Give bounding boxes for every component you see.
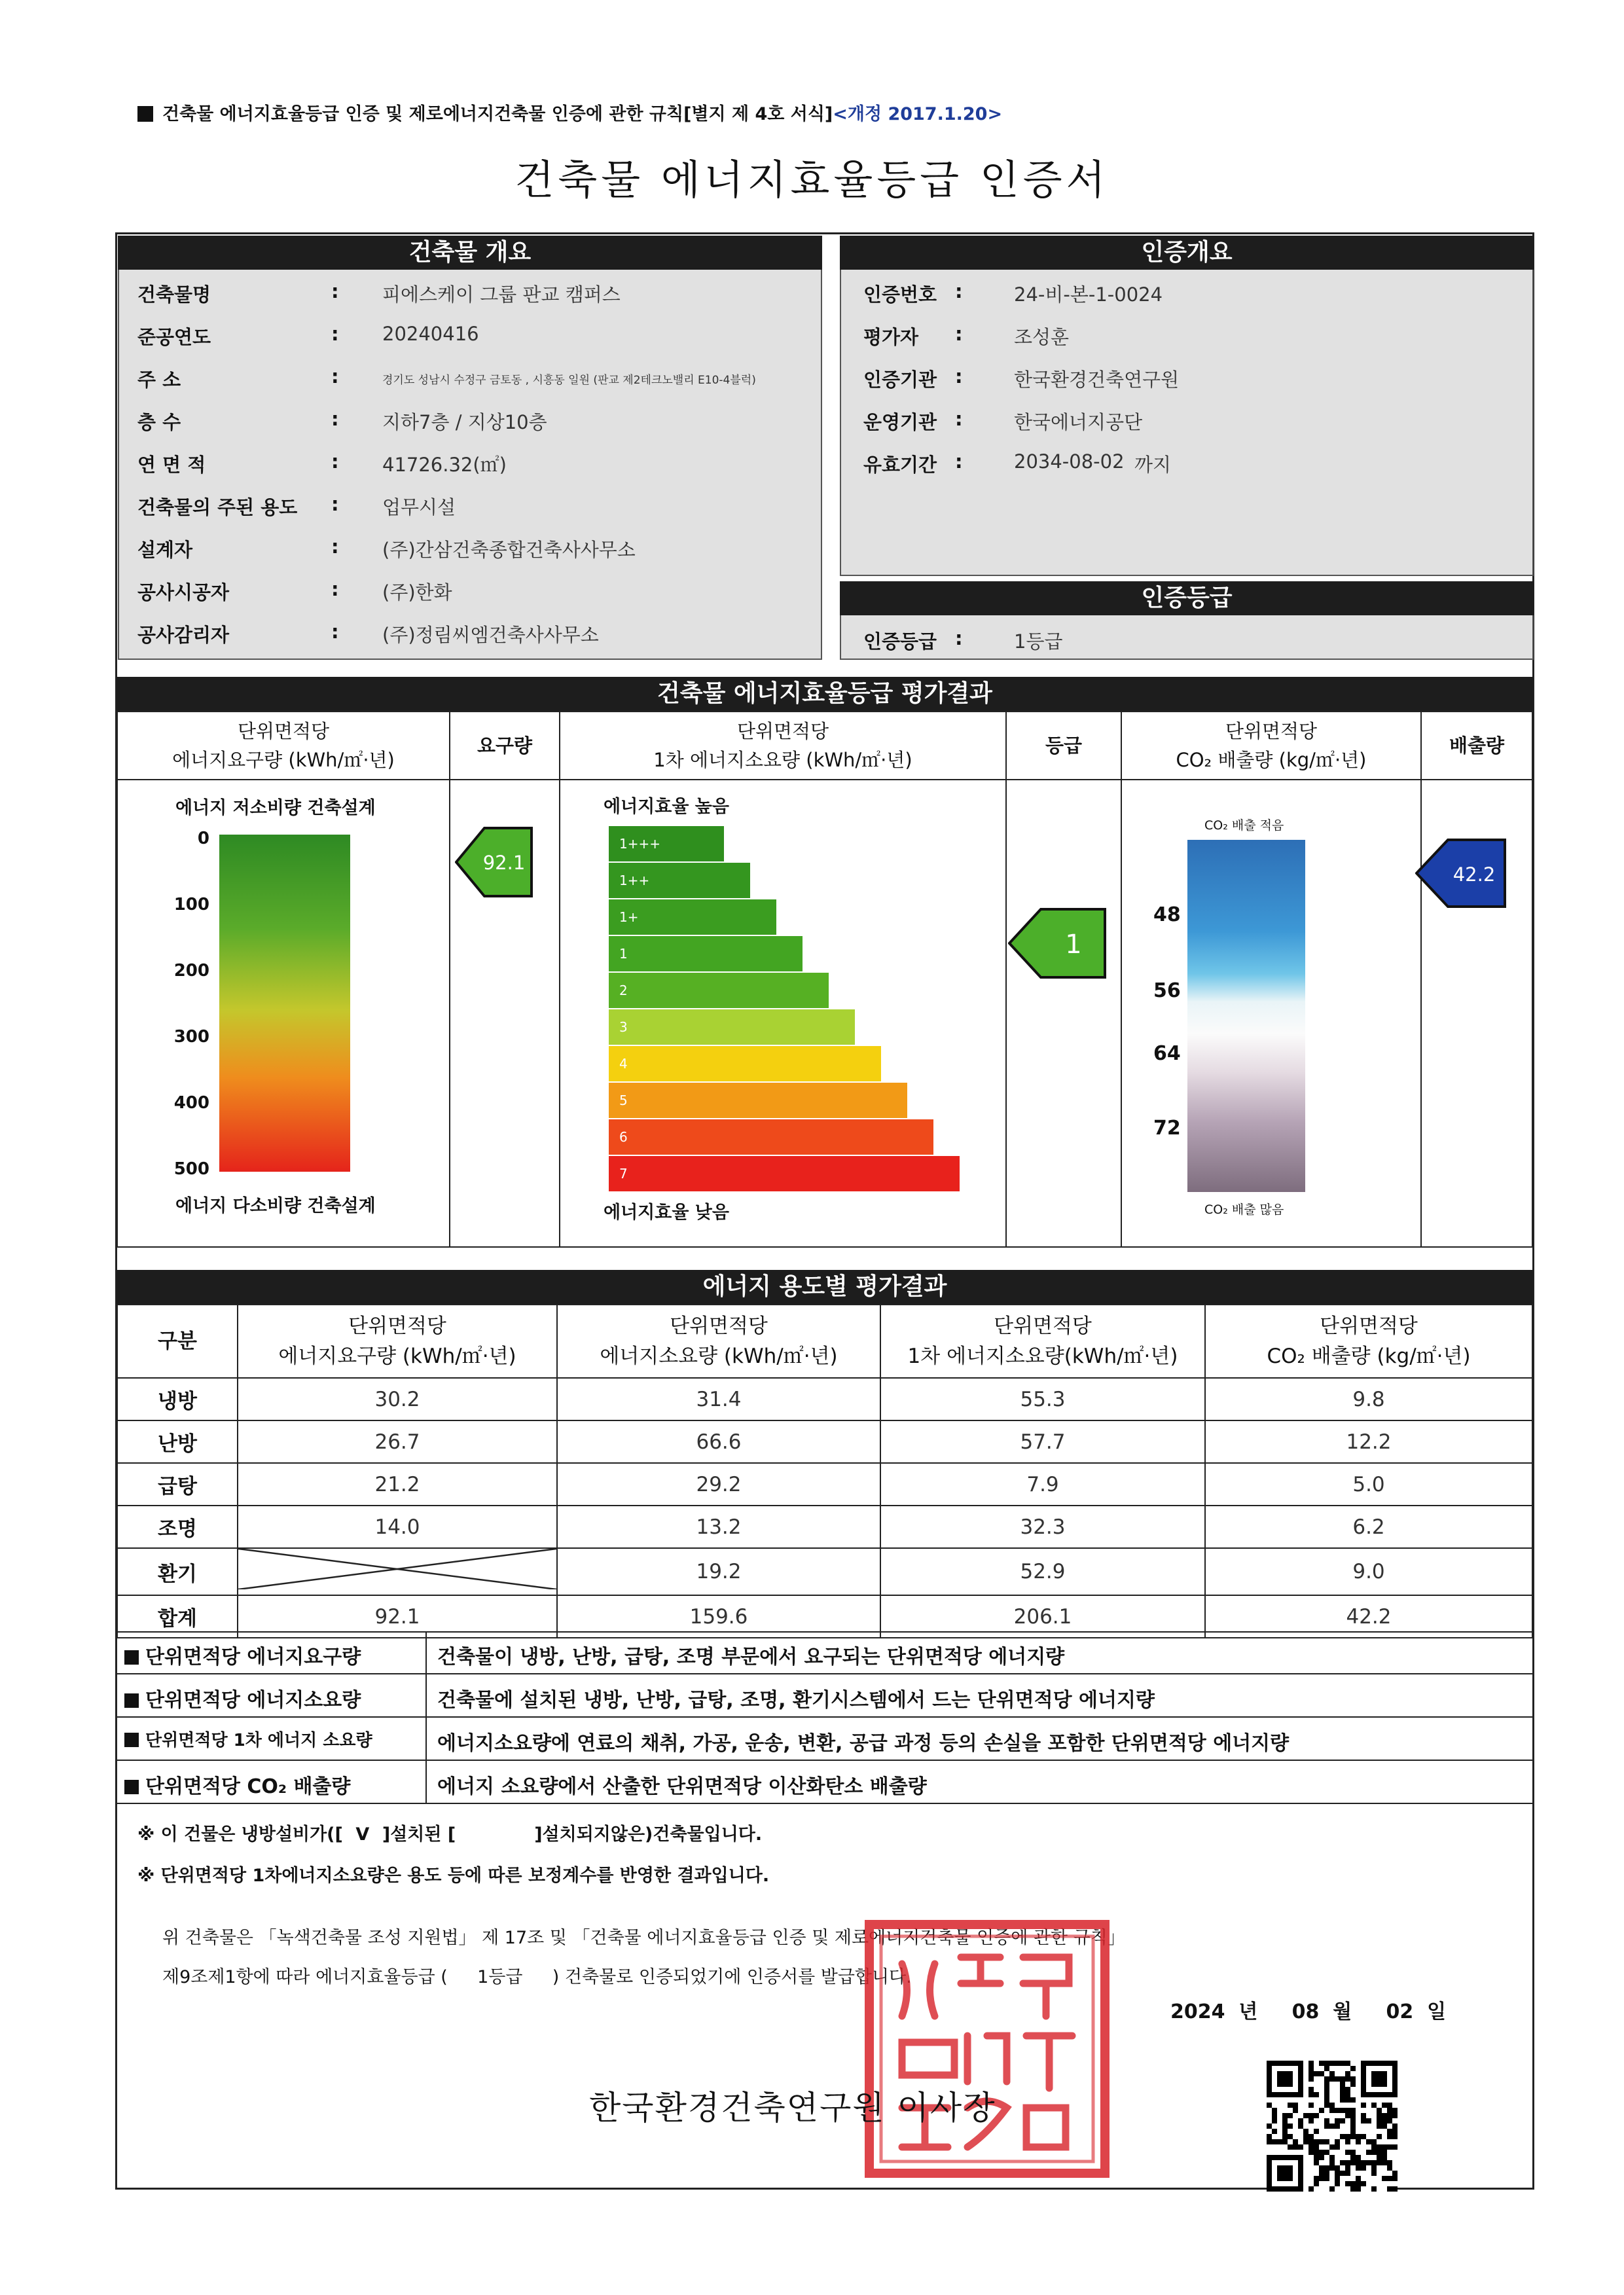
official-seal (863, 1918, 1111, 2180)
co2-bottom-label: CO₂ 배출 많음 (1204, 1202, 1284, 1217)
grade-bar-label: 7 (619, 1166, 628, 1182)
ev-col5-line1: 단위면적당 (1225, 720, 1318, 742)
usage-cell: 14.0 (238, 1506, 557, 1548)
ev-col1-line1: 단위면적당 (237, 720, 330, 742)
demand-tick-label: 0 (197, 829, 209, 848)
grade-bar-label: 1+ (619, 909, 639, 925)
demand-arrow (455, 826, 533, 898)
demand-top-label: 에너지 저소비량 건축설계 (175, 798, 376, 818)
regulation-text: 건축물 에너지효율등급 인증 및 제로에너지건축물 인증에 관한 규칙[별지 제 4호 서식] (162, 104, 833, 124)
page-title: 건축물 에너지효율등급 인증서 (514, 156, 1110, 204)
usage-cell: 9.0 (1205, 1548, 1532, 1595)
usage-h2-line2: 에너지소요량 (kWh/㎡·년) (600, 1345, 838, 1368)
usage-cell-na (238, 1548, 557, 1595)
usage-h2-line1: 단위면적당 (670, 1314, 768, 1338)
demand-gradient-bar (219, 835, 350, 1172)
usage-row-label: 합계 (117, 1595, 238, 1638)
square-bullet-icon (124, 1693, 139, 1708)
colon: : (331, 578, 339, 600)
overview-row-value: 업무시설 (382, 496, 456, 518)
demand-tick-label: 400 (173, 1093, 209, 1113)
overview-row-value: 41726.32(㎡) (382, 454, 507, 476)
ev-col6-header: 배출량 (1421, 712, 1532, 780)
usage-cell: 21.2 (238, 1463, 557, 1506)
overview-row-label: 공사감리자 (137, 624, 230, 646)
demand-value: 92.1 (482, 852, 526, 874)
certification-row-value: 한국환경건축연구원 (1014, 369, 1180, 391)
demand-tick-label: 500 (173, 1159, 209, 1179)
overview-row-label: 층 수 (137, 411, 181, 433)
usage-row-label: 급탕 (117, 1463, 238, 1506)
usage-h4-line2: CO₂ 배출량 (kg/㎡·년) (1267, 1345, 1471, 1368)
colon: : (955, 627, 963, 649)
overview-row (118, 280, 822, 309)
usage-cell: 52.9 (880, 1548, 1205, 1595)
colon: : (955, 323, 963, 345)
certification-row-value: 2034-08-02 (1014, 450, 1125, 473)
cross-out-icon (238, 1549, 556, 1589)
usage-cell: 206.1 (880, 1595, 1205, 1638)
certification-row-label: 운영기관 (863, 411, 937, 433)
colon: : (331, 280, 339, 302)
certification-row (840, 323, 1534, 352)
ev-col1-line2: 에너지요구량 (kWh/㎡·년) (172, 749, 395, 771)
grade-heading: 인증등급 (840, 581, 1534, 615)
issue-date (1170, 1995, 1446, 2024)
usage-row-label: 난방 (117, 1420, 238, 1463)
usage-table (117, 1304, 1533, 1638)
grade-arrow (1008, 907, 1108, 979)
usage-header-category: 구분 (117, 1305, 238, 1378)
definition-row (115, 1674, 1534, 1718)
grade-bottom-label: 에너지효율 낮음 (604, 1202, 729, 1223)
grade-bar (609, 1046, 881, 1081)
overview-row (118, 408, 822, 437)
colon: : (331, 408, 339, 430)
statement-line2-b: ) 건축물로 인증되었기에 인증서를 발급합니다. (552, 1967, 912, 1987)
definition-desc: 에너지 소요량에서 산출한 단위면적당 이산화탄소 배출량 (437, 1775, 927, 1798)
definition-term-text: 단위면적당 CO₂ 배출량 (145, 1775, 351, 1798)
overview-row-value: (주)정림씨엠건축사사무소 (382, 624, 599, 646)
usage-h3-line2: 1차 에너지소요량(kWh/㎡·년) (907, 1345, 1178, 1368)
co2-top-label: CO₂ 배출 적음 (1204, 818, 1284, 833)
grade-bar-label: 1++ (619, 873, 650, 888)
overview-row (118, 535, 822, 564)
ev-col2-header: 요구량 (450, 712, 560, 780)
usage-cell: 31.4 (557, 1378, 880, 1420)
usage-cell: 9.8 (1205, 1378, 1532, 1420)
grade-arrow-shape (1009, 909, 1105, 977)
statement-line1: 위 건축물은 「녹색건축물 조성 지원법」 제 17조 및 「건축물 에너지효율등급 인증 및 제로에너지건축물 인증에 관한 규칙」 (162, 1928, 1125, 1948)
overview-row-label: 준공연도 (137, 326, 211, 348)
square-bullet-icon (137, 106, 153, 122)
usage-h1-line1: 단위면적당 (348, 1314, 446, 1338)
overview-heading: 건축물 개요 (118, 236, 822, 270)
grade-bar-label: 6 (619, 1129, 628, 1145)
definition-term-text: 단위면적당 에너지소요량 (145, 1689, 361, 1712)
overview-row (118, 493, 822, 522)
note-cooling (137, 1820, 762, 1845)
certification-row (840, 450, 1534, 479)
grade-bar (609, 936, 803, 971)
definition-term-text: 단위면적당 에너지요구량 (145, 1646, 361, 1669)
definition-row (115, 1718, 1534, 1761)
grade-bar-label: 1 (619, 946, 628, 962)
square-bullet-icon (124, 1733, 139, 1747)
overview-row-value: 경기도 성남시 수정구 금토동 , 시흥동 일원 (판교 제2테크노밸리 E10-4블럭) (382, 374, 756, 387)
definition-row (115, 1631, 1534, 1674)
demand-tick-label: 300 (173, 1027, 209, 1047)
usage-row-label: 환기 (117, 1548, 238, 1595)
co2-tick-label: 56 (1153, 979, 1181, 1002)
grade-bar (609, 899, 776, 935)
usage-h4-line1: 단위면적당 (1320, 1314, 1418, 1338)
usage-h1-line2: 에너지요구량 (kWh/㎡·년) (278, 1345, 516, 1368)
co2-tick-label: 48 (1153, 903, 1181, 926)
overview-row-value: (주)간삼건축종합건축사사무소 (382, 539, 636, 561)
overview-row-label: 건축물명 (137, 283, 211, 306)
ev-col5-line2: CO₂ 배출량 (kg/㎡·년) (1176, 749, 1367, 771)
revision-text: <개정 2017.1.20> (833, 104, 1003, 124)
demand-tick-label: 200 (173, 961, 209, 981)
ev-col4-header: 등급 (1006, 712, 1121, 780)
overview-row (118, 450, 822, 479)
usage-h3-line1: 단위면적당 (994, 1314, 1092, 1338)
usage-cell: 159.6 (557, 1595, 880, 1638)
grade-bar (609, 1083, 907, 1118)
usage-heading: 에너지 용도별 평가결과 (117, 1270, 1533, 1304)
colon: : (955, 450, 963, 473)
usage-row (117, 1548, 1532, 1595)
grade-bar (609, 1119, 933, 1155)
grade-bar-label: 2 (619, 983, 628, 998)
grade-arrow-value: 1 (1065, 930, 1082, 960)
grade-value: 1등급 (1014, 630, 1063, 653)
certification-row-value: 24-비-본-1-0024 (1014, 283, 1163, 306)
grade-bar (609, 863, 750, 898)
ev-col3-line2: 1차 에너지소요량 (kWh/㎡·년) (653, 749, 912, 771)
usage-cell: 12.2 (1205, 1420, 1532, 1463)
statement-line2 (162, 1962, 912, 1988)
overview-row-value: 20240416 (382, 323, 479, 345)
note-primary-energy: ※ 단위면적당 1차에너지소요량은 용도 등에 따른 보정계수를 반영한 결과입니다. (137, 1866, 770, 1886)
demand-bottom-label: 에너지 다소비량 건축설계 (175, 1196, 376, 1216)
colon: : (331, 535, 339, 558)
definition-term (115, 1761, 427, 1803)
usage-cell: 92.1 (238, 1595, 557, 1638)
colon: : (331, 450, 339, 473)
usage-row-label: 조명 (117, 1506, 238, 1548)
overview-row-label: 설계자 (137, 539, 193, 561)
certification-row (840, 365, 1534, 394)
grade-top-label: 에너지효율 높음 (604, 797, 729, 817)
overview-row-label: 연 면 적 (137, 454, 206, 476)
definition-term (115, 1718, 427, 1760)
certification-heading: 인증개요 (840, 236, 1534, 270)
note1-part-c: ]설치되지않은)건축물입니다. (534, 1824, 763, 1845)
colon: : (331, 365, 339, 388)
grade-bar (609, 1009, 855, 1045)
usage-cell: 26.7 (238, 1420, 557, 1463)
square-bullet-icon (124, 1780, 139, 1794)
grade-bar (609, 826, 724, 861)
certification-row-label: 인증기관 (863, 369, 937, 391)
definition-term (115, 1674, 427, 1716)
usage-cell: 66.6 (557, 1420, 880, 1463)
usage-cell: 13.2 (557, 1506, 880, 1548)
date-year: 2024 (1170, 2000, 1225, 2023)
definition-row (115, 1761, 1534, 1804)
definition-desc: 건축물에 설치된 냉방, 난방, 급탕, 조명, 환기시스템에서 드는 단위면적당 에너지량 (437, 1689, 1155, 1712)
grade-bar-label: 1+++ (619, 836, 660, 852)
co2-value: 42.2 (1453, 863, 1496, 886)
usage-row (117, 1463, 1532, 1506)
overview-row (118, 578, 822, 607)
grade-label: 인증등급 (863, 630, 937, 653)
regulation-header (137, 99, 1002, 125)
usage-row (117, 1378, 1532, 1420)
usage-row (117, 1420, 1532, 1463)
grade-row (840, 627, 1534, 656)
usage-row (117, 1506, 1532, 1548)
overview-row-label: 주 소 (137, 369, 181, 391)
date-day: 02 (1386, 2000, 1414, 2023)
certification-row (840, 280, 1534, 309)
certification-row-value: 조성훈 (1014, 326, 1070, 348)
statement-grade: 1등급 (477, 1967, 523, 1987)
usage-cell: 42.2 (1205, 1595, 1532, 1638)
usage-row-label: 냉방 (117, 1378, 238, 1420)
co2-gradient-bar (1187, 840, 1305, 1192)
usage-cell: 32.3 (880, 1506, 1205, 1548)
overview-row-label: 건축물의 주된 용도 (137, 496, 298, 518)
overview-row (118, 621, 822, 649)
validity-suffix: 까지 (1134, 454, 1172, 476)
definition-term-text: 단위면적당 1차 에너지 소요량 (145, 1731, 372, 1750)
qr-code-icon[interactable] (1267, 2061, 1398, 2192)
overview-row-value: 지하7층 / 지상10층 (382, 411, 547, 433)
usage-cell: 55.3 (880, 1378, 1205, 1420)
colon: : (331, 493, 339, 515)
usage-cell: 57.7 (880, 1420, 1205, 1463)
note1-mark: V (355, 1824, 370, 1845)
co2-arrow (1415, 838, 1507, 909)
overview-row-label: 공사시공자 (137, 581, 230, 604)
grade-bar (609, 1156, 960, 1191)
ev-col3-line1: 단위면적당 (736, 720, 829, 742)
certification-row-value: 한국에너지공단 (1014, 411, 1143, 433)
grade-bar-label: 3 (619, 1019, 628, 1035)
grade-bar-label: 5 (619, 1093, 628, 1108)
colon: : (331, 621, 339, 643)
date-month-unit: 월 (1333, 2000, 1352, 2023)
certification-row-label: 유효기간 (863, 454, 937, 476)
co2-tick-label: 72 (1153, 1117, 1181, 1140)
grade-bar (609, 973, 829, 1008)
definition-term (115, 1631, 427, 1673)
overview-row-value: (주)한화 (382, 581, 452, 604)
overview-row (118, 323, 822, 352)
definition-desc: 건축물이 냉방, 난방, 급탕, 조명 부문에서 요구되는 단위면적당 에너지량 (437, 1646, 1065, 1669)
usage-cell: 7.9 (880, 1463, 1205, 1506)
colon: : (955, 365, 963, 388)
usage-cell: 5.0 (1205, 1463, 1532, 1506)
colon: : (955, 408, 963, 430)
statement-line2-a: 제9조제1항에 따라 에너지효율등급 ( (162, 1967, 448, 1987)
square-bullet-icon (124, 1650, 139, 1665)
usage-cell: 30.2 (238, 1378, 557, 1420)
date-year-unit: 년 (1238, 2000, 1258, 2023)
certification-row (840, 408, 1534, 437)
evaluation-heading: 건축물 에너지효율등급 평가결과 (117, 677, 1533, 711)
overview-row-value: 피에스케이 그룹 판교 캠퍼스 (382, 283, 621, 306)
certification-row-label: 평가자 (863, 326, 919, 348)
usage-cell: 6.2 (1205, 1506, 1532, 1548)
co2-tick-label: 64 (1153, 1042, 1181, 1065)
grade-bar-label: 4 (619, 1056, 628, 1072)
note1-part-a: ※ 이 건물은 냉방설비가([ (137, 1824, 343, 1845)
usage-cell: 19.2 (557, 1548, 880, 1595)
date-day-unit: 일 (1427, 2000, 1447, 2023)
colon: : (955, 280, 963, 302)
usage-cell: 29.2 (557, 1463, 880, 1506)
overview-row (118, 365, 822, 394)
colon: : (331, 323, 339, 345)
issuer-name: 한국환경건축연구원 이사장 (589, 2089, 996, 2127)
date-month: 08 (1291, 2000, 1320, 2023)
note1-part-b: ]설치된 [ (382, 1824, 456, 1845)
definition-desc: 에너지소요량에 연료의 채취, 가공, 운송, 변환, 공급 과정 등의 손실을 포함한 단위면적당 에너지량 (437, 1732, 1290, 1755)
demand-tick-label: 100 (173, 895, 209, 914)
certification-row-label: 인증번호 (863, 283, 937, 306)
